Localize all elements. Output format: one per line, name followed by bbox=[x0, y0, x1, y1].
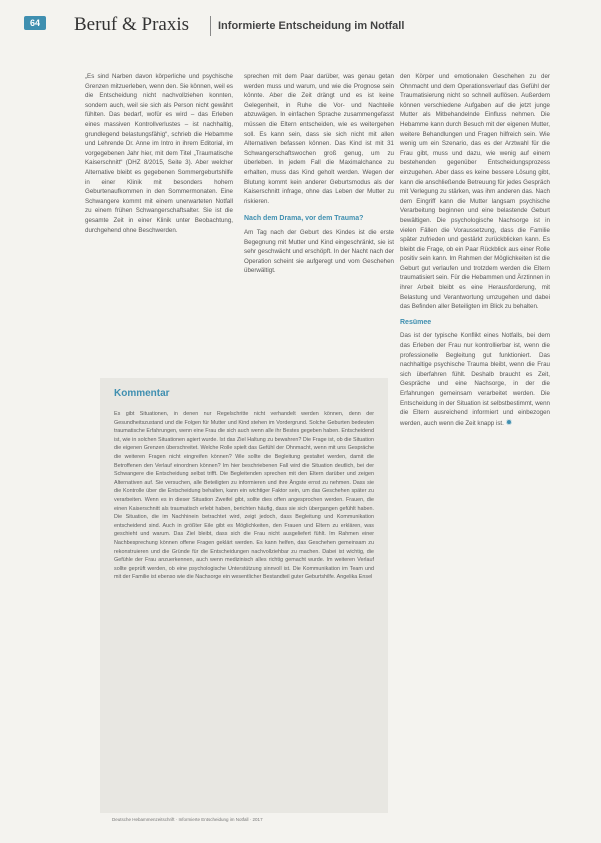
end-mark-icon: ✹ bbox=[505, 417, 513, 427]
resuemee-body: Das ist der typische Konflikt eines Notfalls, bei dem das Erleben der Frau nur kontrollierbar ist, wenn die professionelle Begleitung gut funktioniert. Das nachhaltige psychische Trauma bleibt, wenn die Frau sich überfahren fühlt. Deshalb braucht es Zeit, Gespräche und eine Nachsorge, in der die Erfahrungen gemeinsam verarbeitet werden. Die Entscheidung in der Situation ist selbstbestimmt, wenn die Eltern ausreichend informiert und einbezogen werden, auch wenn die Zeit knapp ist. bbox=[400, 332, 550, 427]
resuemee-heading: Resümee bbox=[400, 318, 432, 326]
article-column-2 bbox=[244, 72, 394, 287]
column-2-text: sprechen mit dem Paar darüber, was genau getan werden muss und warum, und wie die Prognose sein könnte. Aber die Zeit drängt und es ist keine Gelegenheit, in Ruhe die Vor- und Nachteile abzuwägen. In einfachen Sprache zusammengefasst müssen die Eltern entscheiden, wie es weitergehen soll. Es kann sein, dass sie sich nicht mit allen Alternativen befassen können. Das Kind ist mit 31 Schwangerschaftswochen groß genug, um zu überleben. In jedem Fall die Maximalchance zu erhalten, muss das Kind geholt werden. Wegen der Blutung kommt kein anderer Geburtsmodus als der Kaiserschnitt infrage, ohne das Leben der Mutter zu riskieren. bbox=[244, 73, 394, 205]
comment-title: Kommentar bbox=[114, 388, 170, 399]
column-2-text-continued: Am Tag nach der Geburt des Kindes ist die erste Begegnung mit Mutter und Kind eingeschränkt, sie ist sehr geschwächt und erschöpft. In der Nacht nach der Operation scheint sie aufgeregt und vom Geschehen überwältigt. bbox=[244, 228, 394, 275]
comment-body: Es gibt Situationen, in denen nur Regelschritte nicht verhandelt werden können, denn der Gesundheitszustand und die Folgen für Mutter und Kind stehen im Vordergrund. Solche Geburten bedeuten traumatische Erfahrungen, wenn eine Frau die sich auch wenn alle ihr Bestes gegeben haben. Entscheidend ist, wie in solchen Situationen agiert wurde. Ist das Ziel Haltung zu bewahren? Die Frage ist, ob die Situation die eigenen Grenzen überschreitet. Welche Rolle spielt das Gefühl der Ohnmacht, wenn mit uns Gespräche die weiteren Fragen nicht eingreifen können? Wie sollte die Begleitung gestaltet werden, damit die Betroffenen den Verlauf einordnen können? Im hier beschriebenen Fall wird die Situation deutlich, bei der Schwangere die Entscheidung selbst trifft. Die Begleitenden sprechen mit den Eltern darüber und zeigen Alternativen auf. Sie versuchen, alle Beteiligten zu informieren und ihre Ängste ernst zu nehmen. Dass sie die Kontrolle über die Entscheidung behalten, kann ein wichtiger Faktor sein, um das Geschehen später zu verarbeiten. Wenn es in dieser Situation Zweifel gibt, sollte dies offen angesprochen werden. Frauen, die einen Kaiserschnitt als traumatisch erlebt haben, berichten häufig, dass sie sich übergangen gefühlt haben. Die Situation, die im Nachhinein betrachtet wird, zeigt jedoch, dass Begleitung und Kommunikation entscheidend sind. Auch in größter Eile gibt es Möglichkeiten, den Frauen und Eltern zu erklären, was geschieht und warum. Das Ziel bleibt, dass sich die Frau nicht ausgeliefert fühlt. Im Rahmen einer Nachbesprechung können offene Fragen geklärt werden. Es kann helfen, das Geschehen gemeinsam zu rekonstruieren und die Gründe für die Entscheidungen nachvollziehbar zu machen. Dabei ist wichtig, die Gefühle der Frau anzuerkennen, auch wenn medizinisch alles richtig gemacht wurde. Im weiteren Verlauf sollte geprüft werden, ob eine psychologische Unterstützung sinnvoll ist. Die Kommunikation im Team und mit der Familie ist ebenso wie die Nachsorge ein wesentlicher Bestandteil guter Geburtshilfe. Angelika Ensel bbox=[114, 411, 374, 581]
section-title: Beruf & Praxis bbox=[74, 14, 190, 35]
page-title: Informierte Entscheidung im Notfall bbox=[218, 20, 405, 32]
article-column-1 bbox=[85, 72, 233, 287]
comment-box bbox=[100, 378, 388, 813]
subheading: Nach dem Drama, vor dem Trauma? bbox=[244, 215, 364, 223]
article-column-3 bbox=[400, 72, 550, 817]
header-divider bbox=[210, 16, 211, 36]
resuemee-text bbox=[400, 331, 550, 428]
page-footer: Deutsche Hebammenzeitschrift · Informierte Entscheidung im Notfall · 2017 bbox=[112, 817, 263, 822]
column-1-text: „Es sind Narben davon körperliche und psychische Grenzen mitzuerleben, wenn den. Sie können, weil es die Entscheidung nicht nachvollziehen konnten, sondern auch, weil sie sich als Person nicht gewährt fühlten. Das bedarf, wofür es wird – das Erleben eines massiven Kontrollverlustes – ist nachhaltig, grundlegend belastungsfähig“, schrieb die Hebamme und Lehrende Dr. Anne im Intro in ihrem Editorial, im vorgegebenen Jahr hier, mit dem Titel „Traumatische Kaiserschnitt“ (DHZ 8/2015, Seite 3). Aber welcher Alternative bleibt es gegebenen Sommergeburtshilfe in einer Klinik mit besonders hohem Geburtenaufkommen in den Sommermonaten. Eine Schwangere kommt mit einem unerwarteten Notfall zu einem frühen Schwangerschaftsalter. Sie ist die gesamte Zeit in einer Klinik unter Beobachtung, durchgehend ohne Beschwerden. bbox=[85, 73, 233, 234]
page-number: 64 bbox=[24, 16, 46, 30]
column-3-text: den Körper und emotionalen Geschehen zu der Ohnmacht und dem Operationsverlauf das Gefühl der Traumatisierung nicht so schnell auflösen. Außerdem können verschiedene Aufgaben auf die jetzt junge Mutter als Mitbehandelnde Einfluss nehmen. Die Hebamme kann durch Besuch mit der eigenen Mutter, weitere Behandlungen und Fragen hilfreich sein. Wie wenig um ein Szenario, das es der Arztwahl für die Frau gibt, muss und dazu, wie wenig auf einem bestehenden gegenüber Entscheidungsprozess einzugehen. Aber dass es keine bessere Lösung gibt, kann die anschließende Betreuung für jedes Gespräch mit Verlegung zu stärken, was ihm anderen das. Nach dem Eingriff kann die Mutter langsam psychische Verarbeitung beginnen und eine belastende Geburt bewältigen. Die psychologische Nachsorge ist in vielen Fällen die Voraussetzung, dass die Familie später zufrieden und gestärkt zurückblicken kann. Es bleibt die Frage, ob ein Paar Rückblick aus einer Rolle positiv sein kann. Im Rahmen der Möglichkeiten ist die Geburt gut verlaufen und trotzdem werden die Eltern traumatisiert sein. Für die Hebammen und Ärztinnen in ihrer Arbeit bleibt es eine Herausforderung, mit Belastung und Verantwortung umzugehen und dabei das Befinden aller Beteiligten im Blick zu behalten. bbox=[400, 73, 550, 311]
